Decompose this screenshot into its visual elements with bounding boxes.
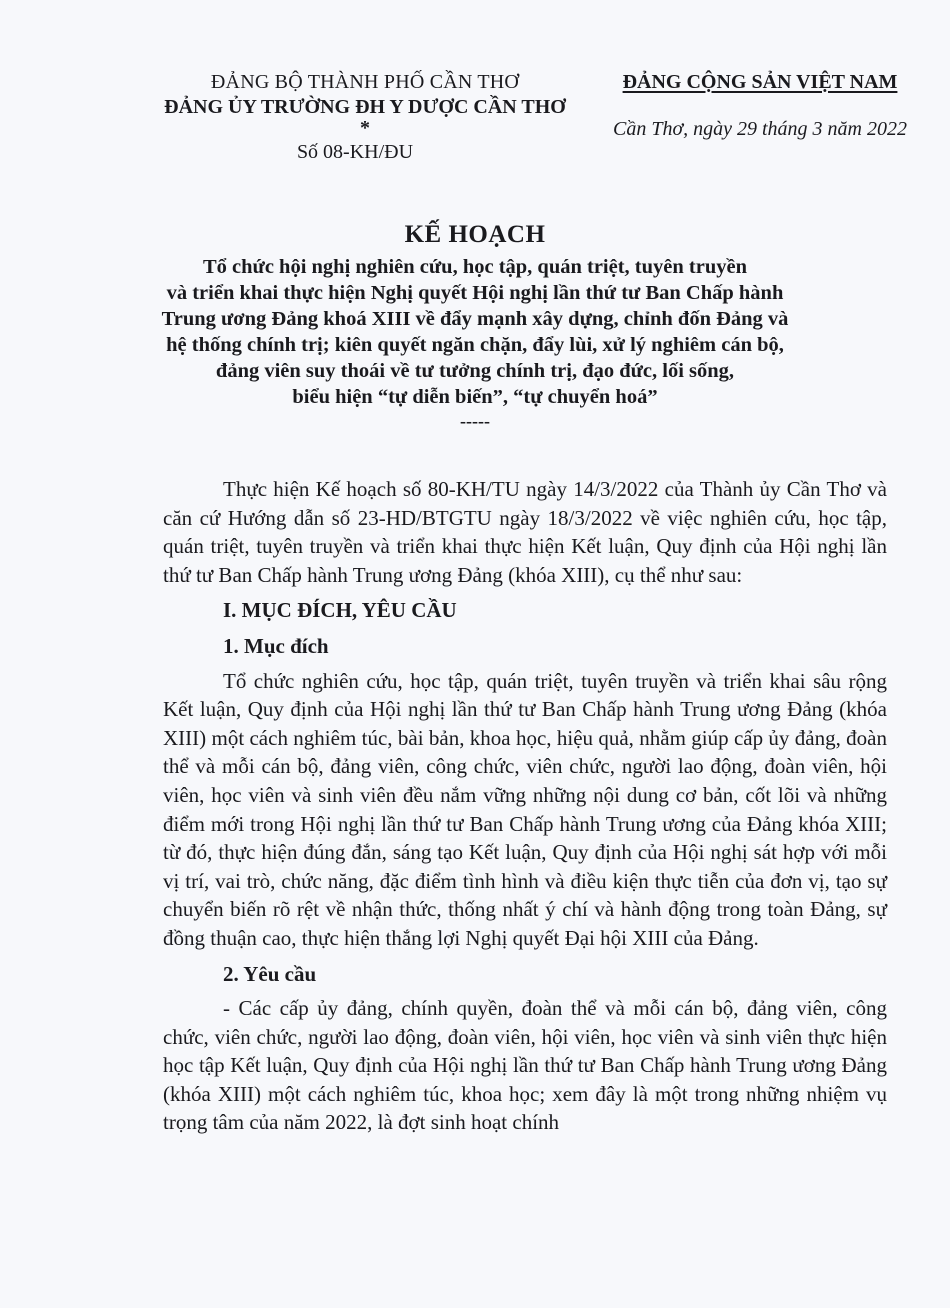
place-and-date: Cần Thơ, ngày 29 tháng 3 năm 2022 (612, 118, 907, 140)
requirements-paragraph: - Các cấp ủy đảng, chính quyền, đoàn thể và mỗi cán bộ, đảng viên, công chức, viên chức, người lao động, đoàn viên, hội viên, học viên và sinh viên thực hiện học tập Kết luận, Quy định của Hội nghị lần thứ tư Ban Chấp hành Trung ương Đảng (khóa XIII) một cách nghiêm túc, khoa học; xem đây là một trong những nhiệm vụ trọng tâm của năm 2022, là đợt sinh hoạt chính (163, 996, 887, 1135)
parent-organization: ĐẢNG BỘ THÀNH PHỐ CẦN THƠ (210, 71, 520, 93)
intro-paragraph: Thực hiện Kế hoạch số 80-KH/TU ngày 14/3/2022 của Thành ủy Cần Thơ và căn cứ Hướng dẫn số 23-HD/BTGTU ngày 18/3/2022 về việc nghiên cứu, học tập, quán triệt, tuyên truyền và triển khai thực hiện Kết luận, Quy định của Hội nghị lần thứ tư Ban Chấp hành Trung ương Đảng (khóa XIII), cụ thể như sau: (163, 477, 887, 587)
subsection-heading: 2. Yêu cầu (223, 961, 317, 986)
document-body (163, 475, 887, 1137)
header-star: * (360, 117, 370, 139)
purpose-paragraph: Tổ chức nghiên cứu, học tập, quán triệt, tuyên truyền và triển khai sâu rộng Kết luận, Quy định của Hội nghị lần thứ tư Ban Chấp hành Trung ương Đảng (khóa XIII) một cách nghiêm túc, bài bản, khoa học, hiệu quả, nhằm giúp cấp ủy đảng, đoàn thể và mỗi cán bộ, đảng viên, công chức, viên chức, người lao động, đoàn viên, hội viên, học viên và sinh viên đều nắm vững những nội dung cơ bản, cốt lõi và những điểm mới trong Hội nghị lần thứ tư Ban Chấp hành Trung ương của Đảng khóa XIII; từ đó, thực hiện đúng đắn, sáng tạo Kết luận, Quy định của Hội nghị sát hợp với mỗi vị trí, vai trò, chức năng, đặc điểm tình hình và điều kiện thực tiễn của đơn vị, tạo sự chuyển biến rõ rệt về nhận thức, thống nhất ý chí và hành động trong toàn Đảng, sự đồng thuận cao, thực hiện thắng lợi Nghị quyết Đại hội XIII của Đảng. (163, 668, 887, 950)
subsection-heading: 1. Mục đích (223, 633, 329, 658)
issuing-authority-block (150, 70, 580, 165)
subject-line: Tổ chức hội nghị nghiên cứu, học tập, quán triệt, tuyên truyền (202, 256, 747, 278)
national-header-block (585, 70, 935, 142)
subject-line: hệ thống chính trị; kiên quyết ngăn chặn, đẩy lùi, xử lý nghiêm cán bộ, (166, 334, 784, 356)
subject-line: và triển khai thực hiện Nghị quyết Hội nghị lần thứ tư Ban Chấp hành (166, 282, 784, 304)
document-subject (80, 254, 870, 410)
section-heading: I. MỤC ĐÍCH, YÊU CẦU (223, 598, 457, 623)
issuing-committee: ĐẢNG ỦY TRƯỜNG ĐH Y DƯỢC CẦN THƠ (164, 96, 566, 118)
subject-line: đảng viên suy thoái về tư tưởng chính trị, đạo đức, lối sống, (215, 360, 735, 382)
document-type: KẾ HOẠCH (404, 221, 546, 248)
party-name: ĐẢNG CỘNG SẢN VIỆT NAM (622, 71, 898, 93)
subject-line: biểu hiện “tự diễn biến”, “tự chuyển hoá” (292, 386, 658, 408)
subject-line: Trung ương Đảng khoá XIII về đẩy mạnh xây dựng, chỉnh đốn Đảng và (161, 308, 789, 330)
title-separator: ----- (460, 411, 490, 431)
document-number: Số 08-KH/ĐU (296, 141, 414, 163)
document-title-block (80, 220, 870, 430)
